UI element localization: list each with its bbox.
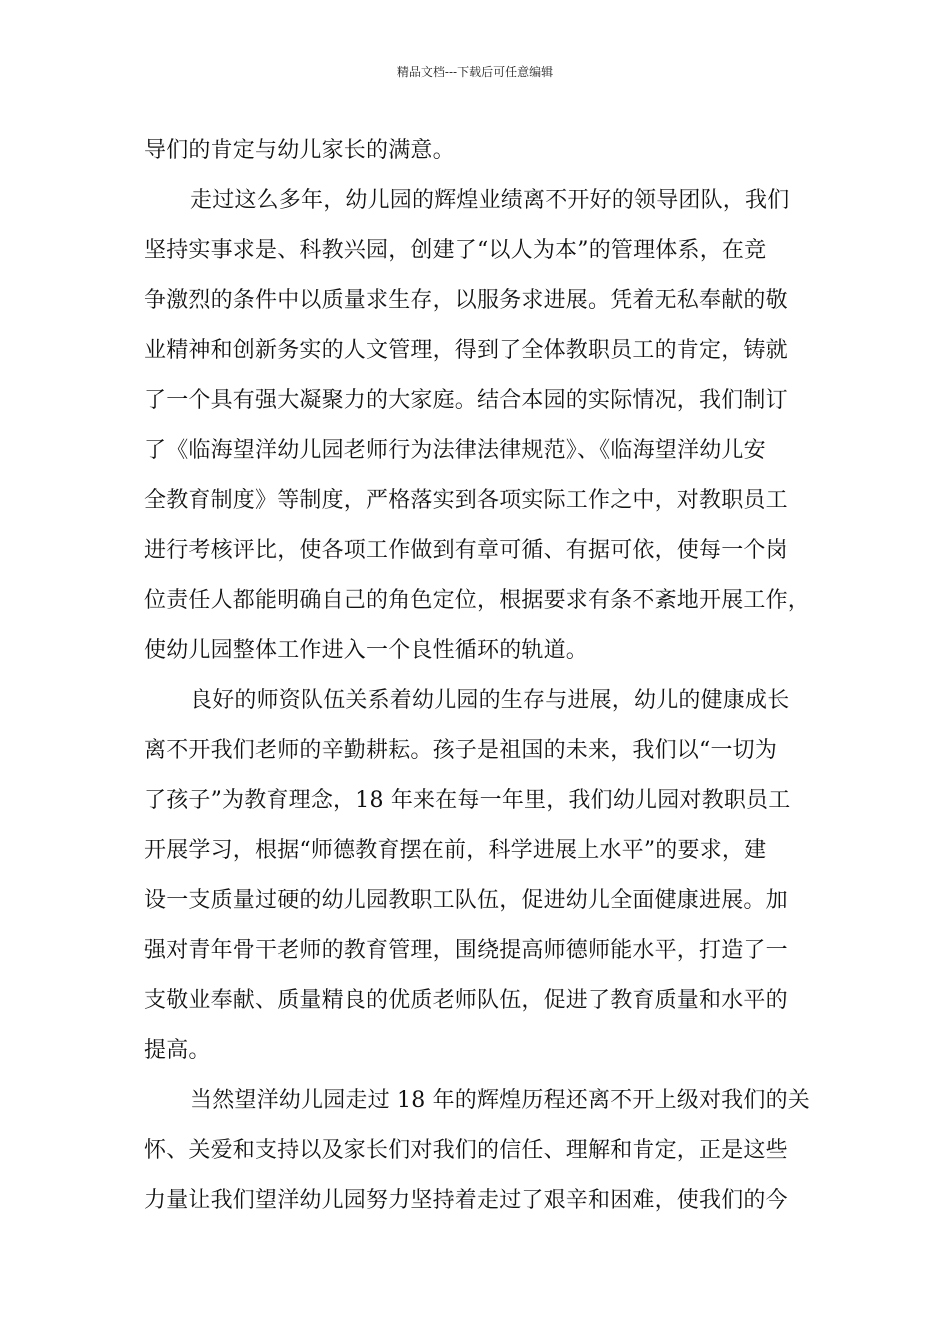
text-line: 提高。: [144, 1038, 211, 1063]
text-line: 导们的肯定与幼儿家长的满意。: [144, 138, 455, 163]
paragraph-3: [144, 676, 824, 1076]
text-line: 坚持实事求是、科教兴园，创建了“以人为本”的管理体系，在竞: [144, 238, 767, 263]
text-line: 走过这么多年，幼儿园的辉煌业绩离不开好的领导团队，我们: [190, 188, 790, 213]
paragraph-1: [144, 126, 824, 176]
text-line: 使幼儿园整体工作进入一个良性循环的轨道。: [144, 638, 589, 663]
paragraph-4: [144, 1076, 824, 1226]
text-line: 怀、关爱和支持以及家长们对我们的信任、理解和肯定，正是这些: [144, 1138, 788, 1163]
text-line: 位责任人都能明确自己的角色定位，根据要求有条不紊地开展工作，: [144, 588, 811, 613]
text-line: 强对青年骨干老师的教育管理，围绕提高师德师能水平，打造了一: [144, 938, 788, 963]
text-line: 设一支质量过硬的幼儿园教职工队伍，促进幼儿全面健康进展。加: [144, 888, 788, 913]
paragraph-2: [144, 176, 824, 676]
document-body: [144, 126, 824, 1226]
text-line: 力量让我们望洋幼儿园努力坚持着走过了艰辛和困难，使我们的今: [144, 1188, 788, 1213]
text-line: 良好的师资队伍关系着幼儿园的生存与进展，幼儿的健康成长: [190, 688, 790, 713]
text-line: 开展学习，根据“师德教育摆在前，科学进展上水平”的要求，建: [144, 838, 767, 863]
text-line: 离不开我们老师的辛勤耕耘。孩子是祖国的未来，我们以“一切为: [144, 738, 778, 763]
text-line: 争激烈的条件中以质量求生存，以服务求进展。凭着无私奉献的敬: [144, 288, 788, 313]
text-line: 了《临海望洋幼儿园老师行为法律法律规范》、《临海望洋幼儿安: [144, 438, 766, 463]
text-line: 支敬业奉献、质量精良的优质老师队伍，促进了教育质量和水平的: [144, 988, 788, 1013]
text-line: 了孩子”为教育理念，18 年来在每一年里，我们幼儿园对教职员工: [144, 788, 791, 813]
text-line: 进行考核评比，使各项工作做到有章可循、有据可依，使每一个岗: [144, 538, 788, 563]
page-header: 精品文档---下载后可任意编辑: [396, 65, 554, 79]
text-line: 了一个具有强大凝聚力的大家庭。结合本园的实际情况，我们制订: [144, 388, 788, 413]
text-line: 全教育制度》等制度，严格落实到各项实际工作之中，对教职员工: [144, 488, 788, 513]
text-line: 当然望洋幼儿园走过 18 年的辉煌历程还离不开上级对我们的关: [190, 1088, 810, 1113]
text-line: 业精神和创新务实的人文管理，得到了全体教职员工的肯定，铸就: [144, 338, 788, 363]
